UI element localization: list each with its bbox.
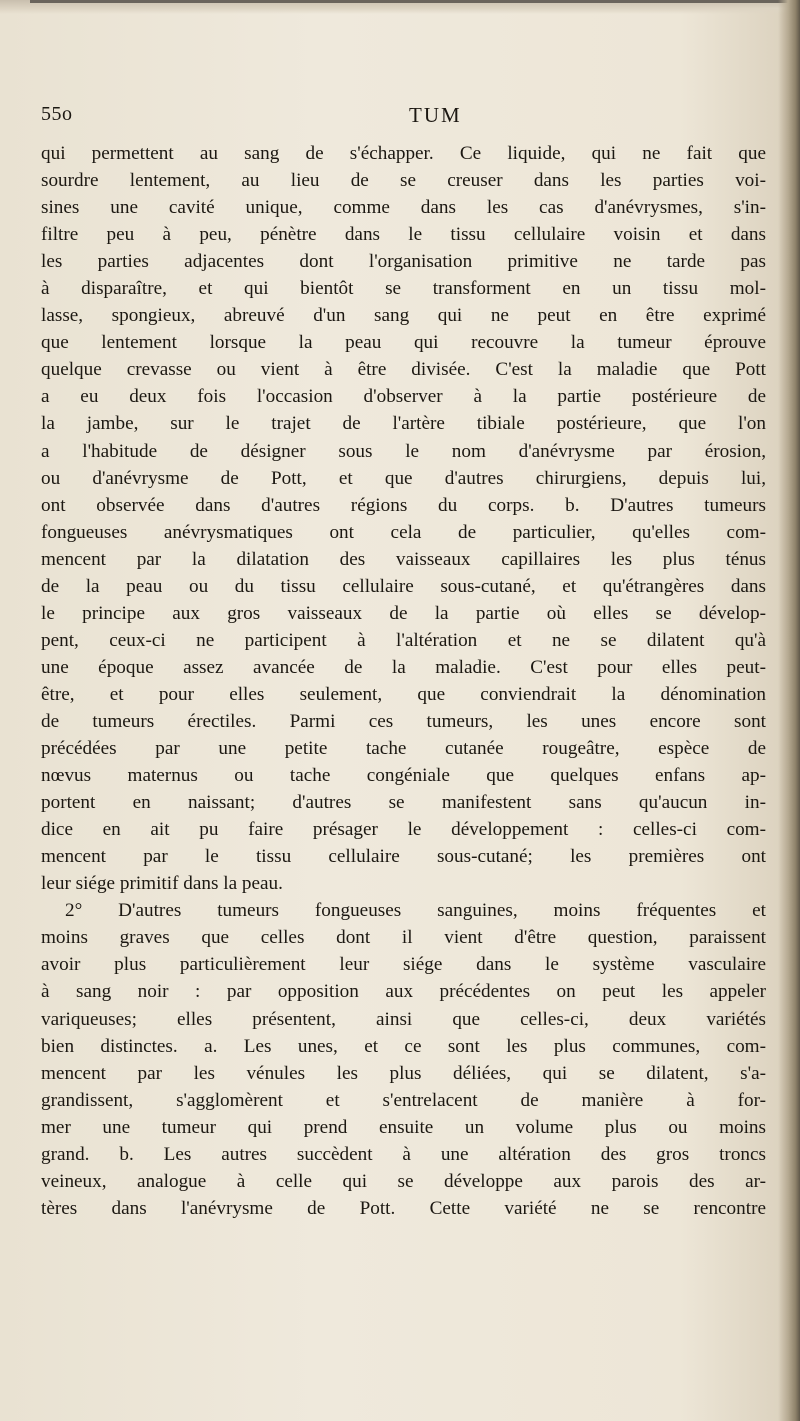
text-line: filtre peu à peu, pénètre dans le tissu cellulaire voisin et dans xyxy=(41,224,766,246)
text-line: ou d'anévrysme de Pott, et que d'autres chirurgiens, depuis lui, xyxy=(41,467,766,489)
text-line: être, et pour elles seulement, que conviendrait la dénomination xyxy=(41,683,766,705)
text-line: ont observée dans d'autres régions du corps. b. D'autres tumeurs xyxy=(41,494,766,516)
text-line: lasse, spongieux, abreuvé d'un sang qui ne peut en être exprimé xyxy=(41,305,766,327)
text-line: à disparaître, et qui bientôt se transforment en un tissu mol- xyxy=(41,278,766,300)
text-line: grandissent, s'agglomèrent et s'entrelacent de manière à for- xyxy=(41,1089,766,1111)
text-line: une époque assez avancée de la maladie. C'est pour elles peut- xyxy=(41,656,766,678)
page-top-edge xyxy=(30,0,800,3)
text-line: nœvus maternus ou tache congéniale que quelques enfans ap- xyxy=(41,765,766,787)
page-gutter-shadow xyxy=(778,0,800,1421)
text-line: de la peau ou du tissu cellulaire sous-cutané, et qu'étrangères dans xyxy=(41,575,766,597)
text-line: a eu deux fois l'occasion d'observer à la partie postérieure de xyxy=(41,386,766,408)
text-line: a l'habitude de désigner sous le nom d'anévrysme par érosion, xyxy=(41,440,766,462)
page-number: 55o xyxy=(41,103,73,125)
body-text xyxy=(41,140,766,1222)
text-line: tères dans l'anévrysme de Pott. Cette variété ne se rencontre xyxy=(41,1197,766,1219)
text-line: moins graves que celles dont il vient d'être question, paraissent xyxy=(41,927,766,949)
text-line: sines une cavité unique, comme dans les cas d'anévrysmes, s'in- xyxy=(41,197,766,219)
running-title: TUM xyxy=(409,103,462,127)
text-line: sourdre lentement, au lieu de se creuser dans les parties voi- xyxy=(41,170,766,192)
text-line: mencent par le tissu cellulaire sous-cutané; les premières ont xyxy=(41,846,766,868)
text-line: bien distinctes. a. Les unes, et ce sont les plus communes, com- xyxy=(41,1035,766,1057)
text-line: 2° D'autres tumeurs fongueuses sanguines, moins fréquentes et xyxy=(65,900,766,922)
text-line: grand. b. Les autres succèdent à une altération des gros troncs xyxy=(41,1143,766,1165)
text-line: dice en ait pu faire présager le développement : celles-ci com- xyxy=(41,819,766,841)
text-line: la jambe, sur le trajet de l'artère tibiale postérieure, que l'on xyxy=(41,413,766,435)
text-line: mer une tumeur qui prend ensuite un volume plus ou moins xyxy=(41,1116,766,1138)
text-line: fongueuses anévrysmatiques ont cela de particulier, qu'elles com- xyxy=(41,521,766,543)
text-line: de tumeurs érectiles. Parmi ces tumeurs, les unes encore sont xyxy=(41,710,766,732)
text-line: quelque crevasse ou vient à être divisée. C'est la maladie que Pott xyxy=(41,359,766,381)
running-head xyxy=(41,103,761,133)
text-line: précédées par une petite tache cutanée rougeâtre, espèce de xyxy=(41,738,766,760)
text-line: leur siége primitif dans la peau. xyxy=(41,873,283,895)
text-line: les parties adjacentes dont l'organisation primitive ne tarde pas xyxy=(41,251,766,273)
text-line: pent, ceux-ci ne participent à l'altération et ne se dilatent qu'à xyxy=(41,629,766,651)
text-line: veineux, analogue à celle qui se développe aux parois des ar- xyxy=(41,1170,766,1192)
text-line: que lentement lorsque la peau qui recouvre la tumeur éprouve xyxy=(41,332,766,354)
text-line: variqueuses; elles présentent, ainsi que celles-ci, deux variétés xyxy=(41,1008,766,1030)
text-line: mencent par les vénules les plus déliées, qui se dilatent, s'a- xyxy=(41,1062,766,1084)
text-line: portent en naissant; d'autres se manifestent sans qu'aucun in- xyxy=(41,792,766,814)
text-line: avoir plus particulièrement leur siége dans le système vasculaire xyxy=(41,954,766,976)
text-line: à sang noir : par opposition aux précédentes on peut les appeler xyxy=(41,981,766,1003)
text-line: le principe aux gros vaisseaux de la partie où elles se dévelop- xyxy=(41,602,766,624)
text-line: qui permettent au sang de s'échapper. Ce liquide, qui ne fait que xyxy=(41,143,766,164)
text-line: mencent par la dilatation des vaisseaux capillaires les plus ténus xyxy=(41,548,766,570)
